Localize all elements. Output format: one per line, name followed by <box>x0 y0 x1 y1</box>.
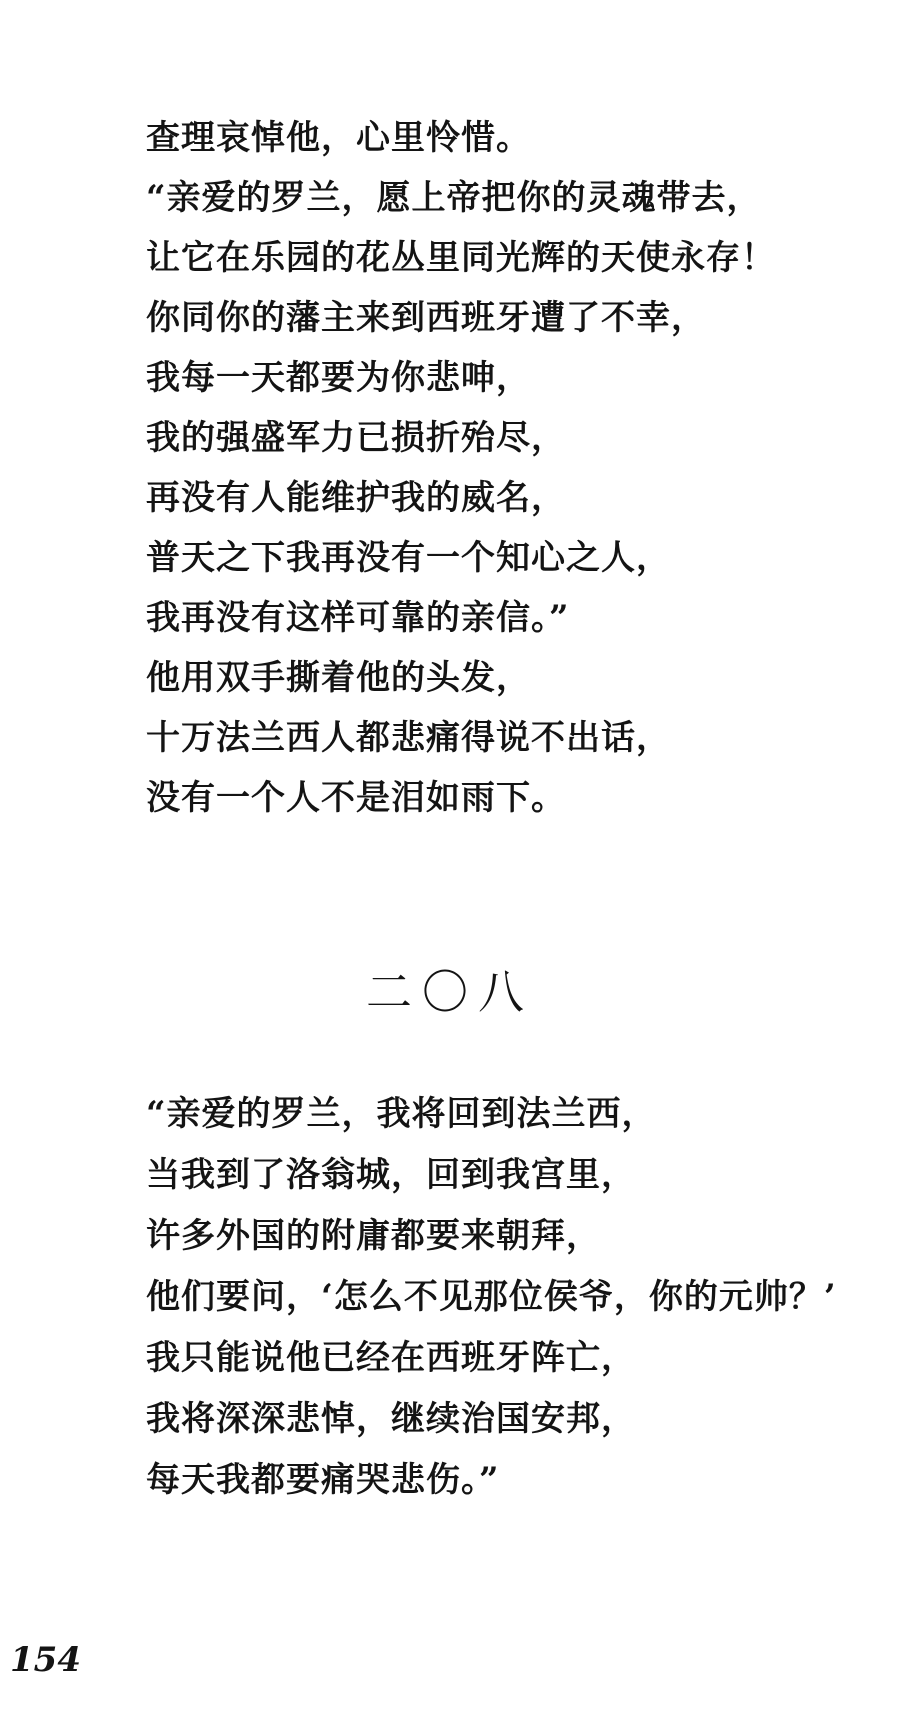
section-heading: 二〇八 <box>366 965 534 1019</box>
verse-line: 你同你的藩主来到西班牙遭了不幸， <box>146 298 706 338</box>
stanza-2 <box>146 1084 866 1511</box>
verse-line: 当我到了洛翁城，回到我宫里， <box>146 1155 636 1195</box>
stanza-1 <box>146 108 866 828</box>
verse-line: 他们要问，‘怎么不见那位侯爷，你的元帅？’ <box>146 1277 837 1317</box>
verse-line: 我每一天都要为你悲呻， <box>146 358 531 398</box>
verse-line: 许多外国的附庸都要来朝拜， <box>146 1216 601 1256</box>
verse-line: 我再没有这样可靠的亲信。” <box>146 598 570 638</box>
verse-line: 普天之下我再没有一个知心之人， <box>146 538 671 578</box>
verse-line: “亲爱的罗兰，愿上帝把你的灵魂带去， <box>146 178 762 218</box>
verse-line: 我的强盛军力已损折殆尽， <box>146 418 566 458</box>
page-number: 154 <box>10 1640 81 1680</box>
verse-line: 查理哀悼他，心里怜惜。 <box>146 118 531 158</box>
verse-line: 我只能说他已经在西班牙阵亡， <box>146 1338 636 1378</box>
verse-line: “亲爱的罗兰，我将回到法兰西， <box>146 1094 657 1134</box>
verse-line: 让它在乐园的花丛里同光辉的天使永存！ <box>146 238 776 278</box>
verse-line: 没有一个人不是泪如雨下。 <box>146 778 566 818</box>
verse-line: 再没有人能维护我的威名， <box>146 478 566 518</box>
verse-line: 十万法兰西人都悲痛得说不出话， <box>146 718 671 758</box>
verse-line: 每天我都要痛哭悲伤。” <box>146 1460 500 1500</box>
verse-line: 他用双手撕着他的头发， <box>146 658 531 698</box>
verse-line: 我将深深悲悼，继续治国安邦， <box>146 1399 636 1439</box>
